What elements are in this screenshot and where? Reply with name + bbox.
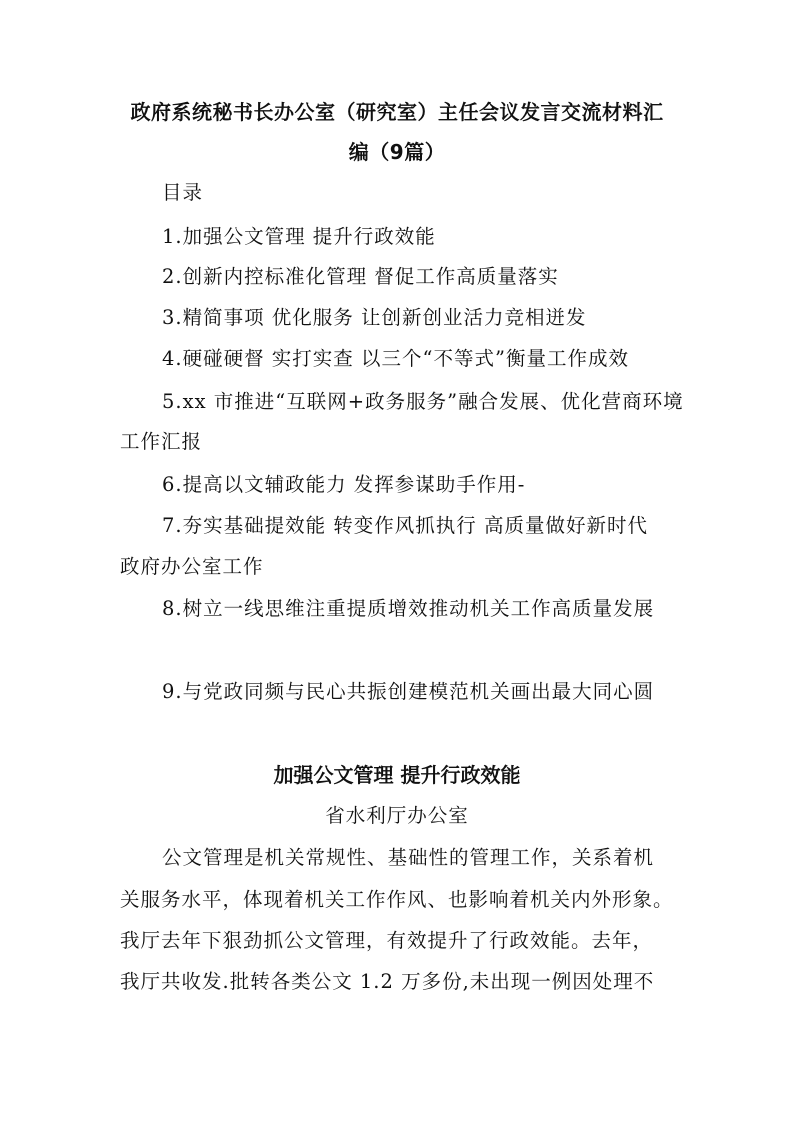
toc-item-3: 3.精简事项 优化服务 让创新创业活力竞相迸发: [162, 306, 587, 329]
toc-item-7: 7.夯实基础提效能 转变作风抓执行 高质量做好新时代: [162, 514, 649, 537]
toc-item-8: 8.树立一线思维注重提质增效推动机关工作高质量发展: [162, 597, 655, 620]
body-paragraph-line-4: 我厅共收发.批转各类公文 1.2 万多份,未出现一例因处理不: [120, 970, 655, 993]
document-title-line-1: 政府系统秘书长办公室（研究室）主任会议发言交流材料汇: [130, 100, 664, 124]
body-paragraph-line-2: 关服务水平，体现着机关工作作风、也影响着机关内外形象。: [120, 888, 674, 911]
body-paragraph-line-3: 我厅去年下狠劲抓公文管理，有效提升了行政效能。去年，: [120, 929, 654, 952]
toc-heading: 目录: [162, 181, 204, 204]
toc-item-9: 9.与党政同频与民心共振创建模范机关画出最大同心圆: [162, 680, 655, 703]
body-paragraph-line-1: 公文管理是机关常规性、基础性的管理工作，关系着机: [162, 846, 655, 869]
toc-item-5: 5.xx 市推进“互联网+政务服务”融合发展、优化营商环境: [162, 390, 684, 413]
section-author: 省水利厅办公室: [325, 804, 469, 827]
toc-item-4: 4.硬碰硬督 实打实查 以三个“不等式”衡量工作成效: [162, 347, 629, 370]
document-title-line-2: 编（9篇）: [348, 140, 446, 164]
toc-item-6: 6.提高以文辅政能力 发挥参谋助手作用-: [162, 473, 526, 496]
toc-item-5-continued: 工作汇报: [120, 430, 203, 453]
toc-item-2: 2.创新内控标准化管理 督促工作高质量落实: [162, 265, 559, 288]
toc-item-1: 1.加强公文管理 提升行政效能: [162, 225, 436, 248]
section-title: 加强公文管理 提升行政效能: [273, 763, 521, 787]
toc-item-7-continued: 政府办公室工作: [120, 555, 264, 578]
